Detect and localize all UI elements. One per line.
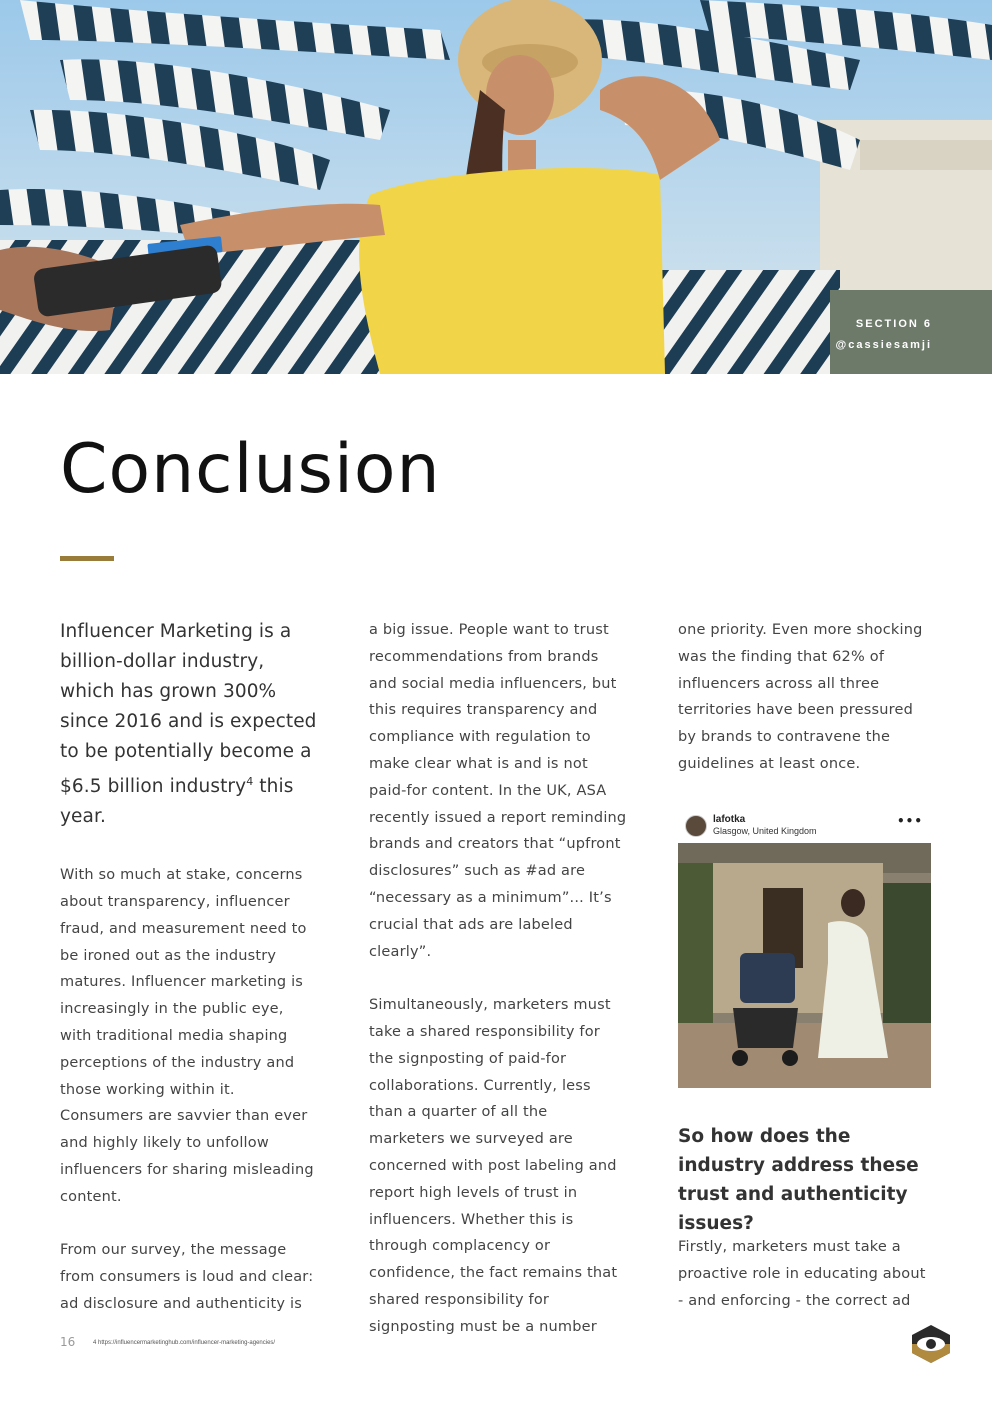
accent-rule — [60, 556, 114, 561]
section-label: SECTION 6 — [855, 318, 932, 330]
instagram-username: lafotka — [713, 814, 746, 825]
brand-logo-icon — [910, 1324, 952, 1364]
body-paragraph: one priority. Even more shocking was the finding that 62% of influencers across all three territories have been pressured by brands to contravene the guidelines at least once. — [678, 622, 923, 772]
column-3-continued — [678, 1234, 932, 1341]
subheading: So how does the industry address these trust and authenticity issues? — [678, 1126, 919, 1234]
lead-text-end: this year. — [60, 776, 294, 828]
body-paragraph: From our survey, the message from consumers is loud and clear: ad disclosure and authenticity is — [60, 1242, 314, 1312]
instagram-photo — [678, 843, 931, 1088]
avatar — [685, 815, 707, 837]
column-3 — [678, 617, 932, 805]
body-paragraph: Firstly, marketers must take a proactive role in educating about - and enforcing - the correct ad — [678, 1239, 926, 1309]
footnote-ref: 4 — [246, 775, 254, 788]
lead-text: Influencer Marketing is a billion-dollar industry, which has grown 300% since 2016 and is expected to be potentially become a $6.5 billion industry — [60, 621, 317, 798]
page-number: 16 — [60, 1335, 76, 1349]
instagram-location: Glasgow, United Kingdom — [713, 826, 817, 836]
hero-photo — [0, 0, 992, 374]
lead-paragraph — [60, 617, 318, 832]
section-tag — [836, 314, 933, 356]
body-paragraph: a big issue. People want to trust recommendations from brands and social media influencers, but this requires transparency and compliance with regulation to make clear what is and is not paid-for content. In the UK, ASA recently issued a report reminding brands and creators that “upfront disclosures” such as #ad are “necessary as a minimum”... It’s crucial that ads are labeled clearly”. — [369, 622, 627, 960]
page-title: Conclusion — [60, 430, 441, 509]
body-paragraph: Simultaneously, marketers must take a shared responsibility for the signposting of paid-for collaborations. Currently, less than a quarter of all the marketers we surveyed are concerned with post labeling and report high levels of trust in influencers. Whether this is through complacency or confidence, the fact remains that shared responsibility for signposting must be a number — [369, 997, 618, 1335]
instagram-post-header — [678, 810, 931, 843]
footnote: 4 https://influencermarketinghub.com/influencer-marketing-agencies/ — [93, 1340, 276, 1346]
column-1 — [60, 617, 318, 1345]
column-2 — [369, 617, 627, 1367]
more-options-icon: ••• — [896, 814, 923, 828]
body-paragraph: With so much at stake, concerns about transparency, influencer fraud, and measurement need to be ironed out as the industry matures. Influencer marketing is increasingly in the public eye, with traditional media shaping perceptions of the industry and those working within it. Consumers are savvier than ever and highly likely to unfollow influencers for sharing misleading content. — [60, 867, 314, 1205]
photo-credit: @cassiesamji — [835, 339, 932, 351]
instagram-post — [678, 810, 931, 1088]
